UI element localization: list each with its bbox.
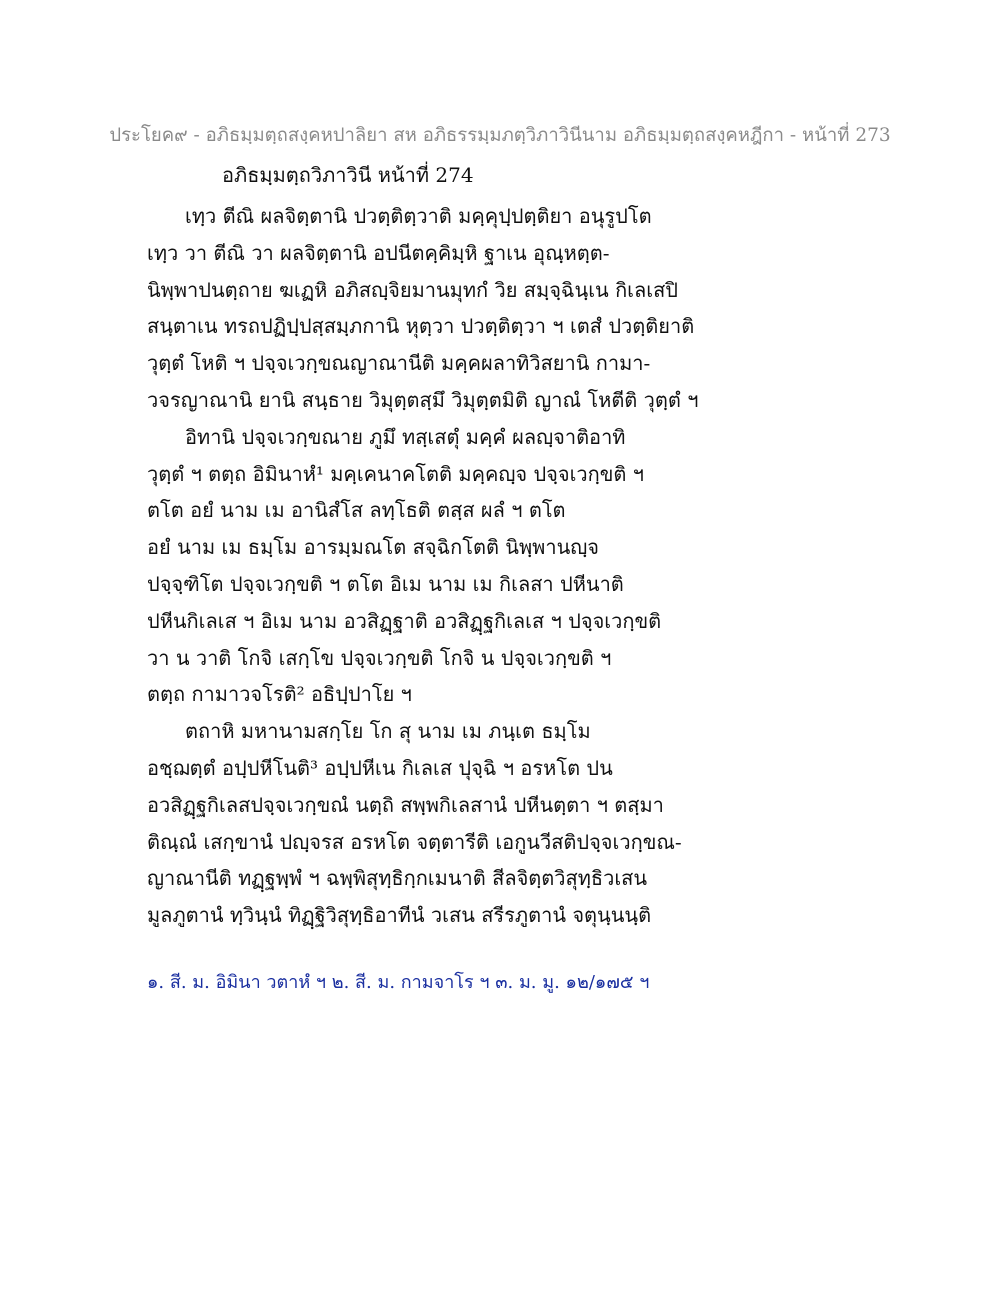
running-header: ประโยค๙ - อภิธมฺมตฺถสงฺคหปาลิยา สห อภิธรรมฺมภตฺวิภาวินีนาม อภิธมฺมตฺถสงฺคหฎีกา - หน้าที่ 273 <box>109 125 891 146</box>
text-line: วุตฺตํ โหติ ฯ ปจฺจเวกฺขณญาณานีติ มคฺคผลาทิวิสยานิ กามา- <box>147 351 651 376</box>
text-line: ปจฺจฺฑิโต ปจฺจเวกฺขติ ฯ ตโต อิเม นาม เม กิเลสา ปหีนาติ <box>147 571 624 596</box>
page-number-line: อภิธมฺมตฺถวิภาวินี หน้าที่ 274 <box>222 163 474 187</box>
text-line: อยํ นาม เม ธมฺโม อารมฺมณโต สจฺฉิกโตติ นิพฺพานญฺจ <box>147 535 600 560</box>
text-line: สนฺตาเน ทรถปฏิปฺปสฺสมฺภกานิ หุตฺวา ปวตฺติตฺวา ฯ เตสํ ปวตฺติยาติ <box>147 314 695 339</box>
text-line: ญาณานีติ ทฏฺฐพฺพํ ฯ ฉพฺพิสุทฺธิกฺกเมนาติ สีลจิตฺตวิสุทฺธิวเสน <box>147 866 648 891</box>
text-line: ปหีนกิเลเส ฯ อิเม นาม อวสิฏฺฐาติ อวสิฏฺฐกิเลเส ฯ ปจฺจเวกฺขติ <box>147 608 662 633</box>
text-line: มูลภูตานํ ทฺวินฺนํ ทิฏฺฐิวิสุทฺธิอาทีนํ วเสน สรีรภูตานํ จตุนฺนนฺติ <box>147 903 652 928</box>
text-line: อวสิฏฺฐกิเลสปจฺจเวกฺขณํ นตฺถิ สพฺพกิเลสานํ ปหีนตฺตา ฯ ตสฺมา <box>147 792 664 817</box>
text-line: เทฺว วา ตีณิ วา ผลจิตฺตานิ อปนีตคฺคิมฺหิ ฐาเน อุณฺหตฺต- <box>147 240 610 265</box>
text-line: ติณฺณํ เสกฺขานํ ปญฺจรส อรหโต จตฺตารีติ เอกูนวีสติปจฺจเวกฺขณ- <box>147 829 682 854</box>
body-text <box>147 198 707 934</box>
text-line: วุตฺตํ ฯ ตตฺถ อิมินาหํ¹ มคฺเคนาคโตติ มคฺคญฺจ ปจฺจเวกฺขติ ฯ <box>147 461 645 486</box>
text-line: วา น วาติ โกจิ เสกฺโข ปจฺจเวกฺขติ โกจิ น ปจฺจเวกฺขติ ฯ <box>147 645 612 670</box>
text-line: อชฺฌตฺตํ อปฺปหีโนติ³ อปฺปหีเน กิเลเส ปุจฺฉิ ฯ อรหโต ปน <box>147 755 613 780</box>
text-line: ตโต อยํ นาม เม อานิสํโส ลทฺโธติ ตสฺส ผลํ ฯ ตโต <box>147 498 566 523</box>
text-line: วจรญาณานิ ยานิ สนฺธาย วิมุตฺตสฺมึ วิมุตฺตมิติ ญาณํ โหตีติ วุตฺตํ ฯ <box>147 387 699 412</box>
text-line: ตถาหิ มหานามสกฺโย โก สุ นาม เม ภนฺเต ธมฺโม <box>185 719 591 744</box>
text-line: นิพฺพาปนตฺถาย ฆเฏหิ อภิสญฺจิยมานมุทกํ วิย สมฺจฺฉินฺเน กิเลเสปิ <box>147 277 679 302</box>
footnote: ๑. สี. ม. อิมินา วตาหํ ฯ ๒. สี. ม. กามจาโร ฯ ๓. ม. มู. ๑๒/๑๗๕ ฯ <box>147 972 650 993</box>
text-line: เทฺว ตีณิ ผลจิตฺตานิ ปวตฺติตฺวาติ มคฺคุปฺปตฺติยา อนุรูปโต <box>185 204 652 228</box>
text-line: ตตฺถ กามาวจโรติ² อธิปฺปาโย ฯ <box>147 682 412 707</box>
text-line: อิทานิ ปจฺจเวกฺขณาย ภูมึ ทสฺเสตุํ มคฺคํ ผลญฺจาติอาทิ <box>185 424 626 449</box>
